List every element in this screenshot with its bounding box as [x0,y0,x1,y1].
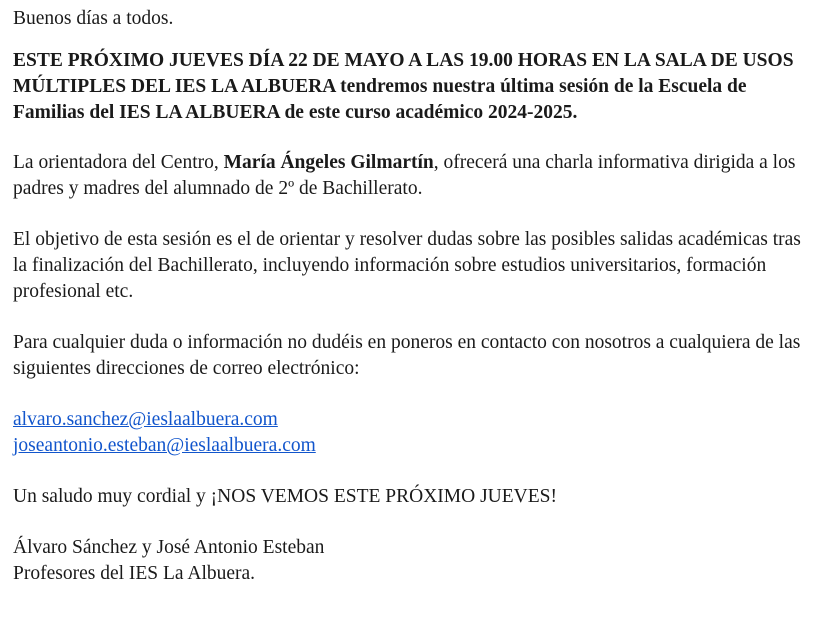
email-link-alvaro[interactable]: alvaro.sanchez@ieslaalbuera.com [13,409,278,430]
signature-names: Álvaro Sánchez y José Antonio Esteban [13,537,325,558]
announcement-paragraph [13,48,811,126]
announcement-rest: tendremos nuestra última sesión de la Escuela de Familias del IES LA ALBUERA de este curso académico 2024-2025. [13,76,747,123]
closing-text: Un saludo muy cordial y ¡NOS VEMOS ESTE PRÓXIMO JUEVES! [13,486,558,507]
speaker-after: , ofrecerá una charla informativa dirigida a los padres y madres del alumnado de 2º de Bachillerato. [13,152,796,199]
speaker-name: María Ángeles Gilmartín [223,152,434,173]
signature-role: Profesores del IES La Albuera. [13,563,256,584]
greeting-text: Buenos días a todos. [13,8,174,29]
email-list [13,407,811,459]
speaker-paragraph [13,150,811,202]
email-link-joseantonio[interactable]: joseantonio.esteban@ieslaalbuera.com [13,435,316,456]
announcement-caps: ESTE PRÓXIMO JUEVES DÍA 22 DE MAYO A LAS 19.00 HORAS EN LA SALA DE USOS MÚLTIPLES DEL IES LA ALBUERA [13,50,794,97]
speaker-before: La orientadora del Centro, [13,152,224,173]
signature-block [13,535,811,587]
objective-paragraph: El objetivo de esta sesión es el de orientar y resolver dudas sobre las posibles salidas académicas tras la finalización del Bachillerato, incluyendo información sobre estudios universitarios, formación profesional etc. [13,229,801,302]
contact-paragraph: Para cualquier duda o información no dudéis en poneros en contacto con nosotros a cualquiera de las siguientes direcciones de correo electrónico: [13,332,801,379]
